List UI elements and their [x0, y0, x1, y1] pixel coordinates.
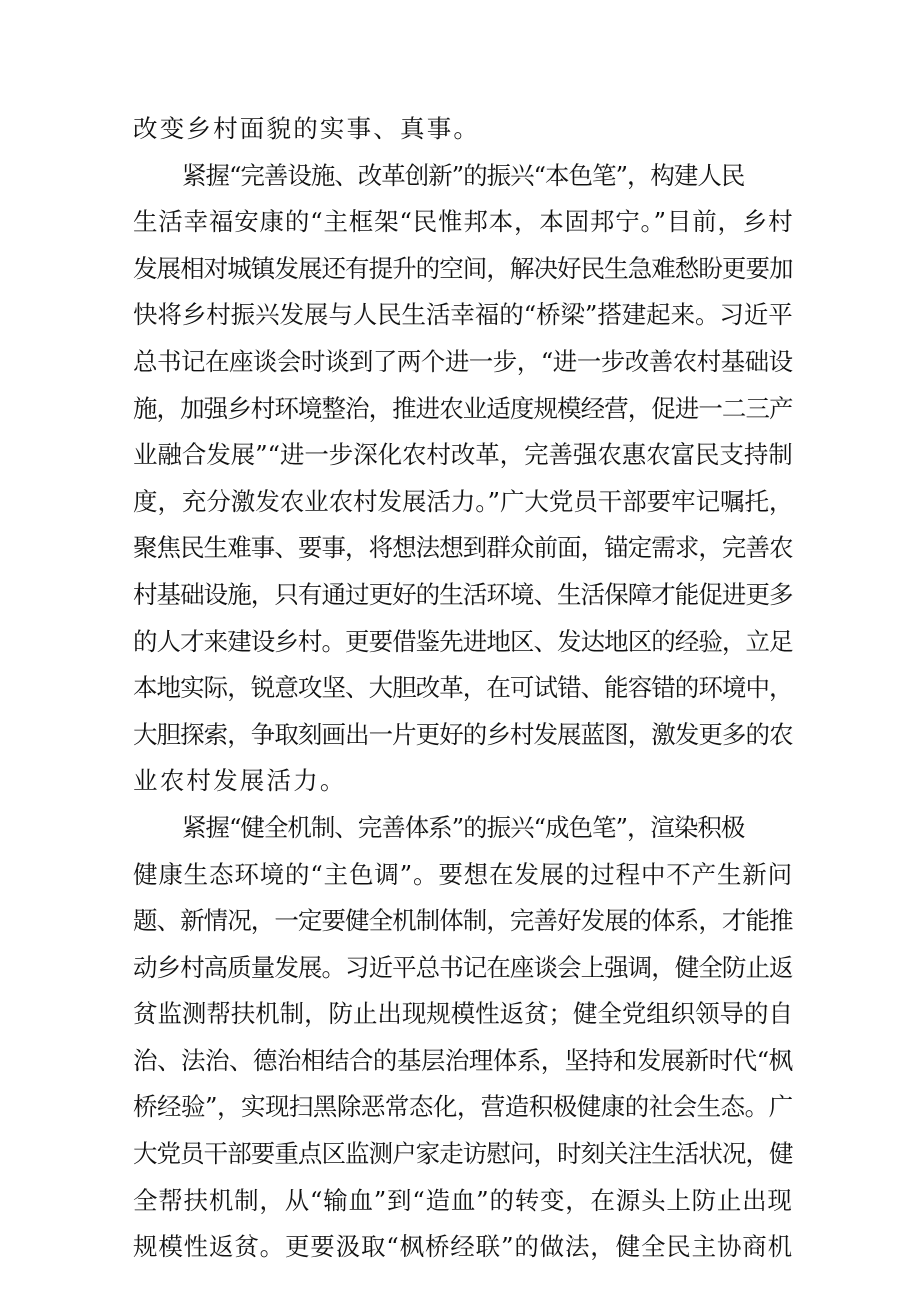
paragraph-start-line: 紧握“完善设施、改革创新”的振兴“本色笔”，构建人民	[182, 160, 745, 190]
text-line: 度，充分激发农业农村发展活力。”广大党员干部要牢记嘱托，	[133, 486, 794, 516]
text-line: 桥经验”，实现扫黑除恶常态化，营造积极健康的社会生态。广	[133, 1092, 793, 1122]
text-line: 改变乡村面貌的实事、真事。	[133, 114, 481, 143]
text-line: 生活幸福安康的“主框架“民惟邦本，本固邦宁。”目前，乡村	[133, 207, 794, 237]
text-line: 村基础设施，只有通过更好的生活环境、生活保障才能促进更多	[133, 579, 793, 609]
text-line: 动乡村高质量发展。习近平总书记在座谈会上强调，健全防止返	[133, 952, 793, 982]
text-line: 治、法治、德治相结合的基层治理体系，坚持和发展新时代“枫	[133, 1045, 793, 1075]
text-line: 聚焦民生难事、要事，将想法想到群众前面，锚定需求，完善农	[133, 533, 793, 563]
text-line: 快将乡村振兴发展与人民生活幸福的“桥梁”搭建起来。习近平	[133, 300, 793, 330]
text-line: 业融合发展”“进一步深化农村改革，完善强农惠农富民支持制	[133, 440, 793, 470]
text-line: 大胆探索，争取刻画出一片更好的乡村发展蓝图，激发更多的农	[133, 719, 793, 749]
text-line: 大党员干部要重点区监测户家走访慰问，时刻关注生活状况，健	[133, 1139, 793, 1169]
text-line: 本地实际，锐意攻坚、大胆改革，在可试错、能容错的环境中，	[133, 673, 793, 703]
text-line: 业农村发展活力。	[133, 766, 347, 796]
paragraph-start-line: 紧握“健全机制、完善体系”的振兴“成色笔”，渲染积极	[182, 812, 745, 842]
text-line: 发展相对城镇发展还有提升的空间，解决好民生急难愁盼更要加	[133, 253, 793, 283]
text-line: 全帮扶机制，从“输血”到“造血”的转变，在源头上防止出现	[133, 1185, 793, 1215]
text-line: 总书记在座谈会时谈到了两个进一步，“进一步改善农村基础设	[133, 346, 793, 376]
text-line: 题、新情况，一定要健全机制体制，完善好发展的体系，才能推	[133, 906, 793, 936]
text-line: 的人才来建设乡村。更要借鉴先进地区、发达地区的经验，立足	[133, 626, 793, 656]
text-line: 施，加强乡村环境整治，推进农业适度规模经营，促进一二三产	[133, 393, 793, 423]
text-line: 规模性返贫。更要汲取“枫桥经联”的做法，健全民主协商机	[133, 1232, 793, 1262]
body-text	[133, 106, 793, 1271]
text-line: 贫监测帮扶机制，防止出现规模性返贫；健全党组织领导的自	[133, 999, 793, 1029]
text-line: 健康生态环境的“主色调”。要想在发展的过程中不产生新问	[133, 859, 793, 889]
